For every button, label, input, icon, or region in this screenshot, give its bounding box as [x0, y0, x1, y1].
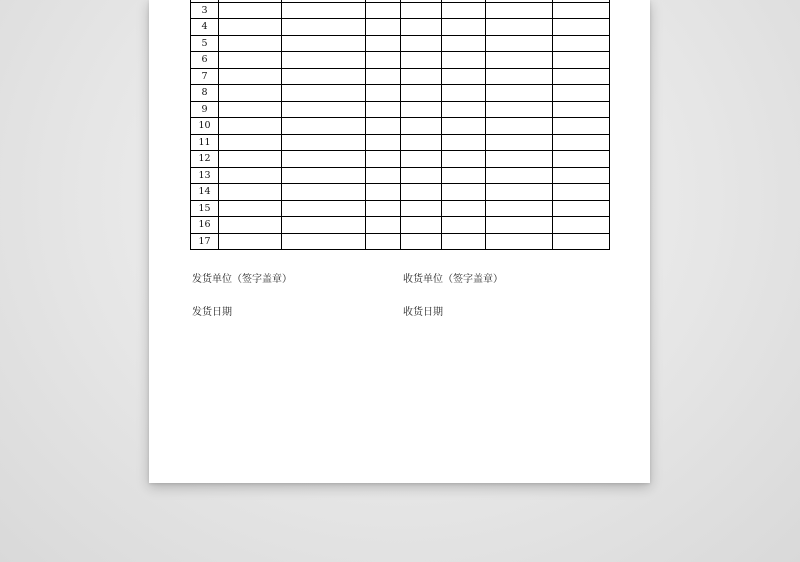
table-cell	[401, 68, 442, 85]
table-cell	[442, 19, 486, 36]
table-cell	[442, 151, 486, 168]
table-cell	[219, 200, 282, 217]
table-cell	[553, 68, 610, 85]
table-cell	[442, 200, 486, 217]
table-row	[191, 184, 610, 201]
table-cell	[282, 101, 366, 118]
table-cell	[401, 2, 442, 19]
table-cell	[553, 233, 610, 250]
table-cell	[282, 68, 366, 85]
table-row	[191, 118, 610, 135]
table-cell	[219, 2, 282, 19]
document-page	[149, 0, 650, 483]
table-cell	[486, 134, 553, 151]
table-cell	[486, 52, 553, 69]
send-date-label: 发货日期	[192, 307, 232, 318]
table-cell	[366, 217, 401, 234]
row-number-cell: 9	[191, 101, 219, 118]
table-cell	[401, 233, 442, 250]
table-cell	[219, 68, 282, 85]
table-cell	[282, 200, 366, 217]
table-cell	[282, 184, 366, 201]
row-number-cell: 7	[191, 68, 219, 85]
row-number-cell: 14	[191, 184, 219, 201]
table-cell	[366, 85, 401, 102]
table-cell	[282, 134, 366, 151]
receive-date-label: 收货日期	[403, 307, 443, 318]
table-cell	[553, 101, 610, 118]
table-cell	[366, 52, 401, 69]
table-cell	[442, 85, 486, 102]
table-row	[191, 85, 610, 102]
table-row	[191, 35, 610, 52]
table-cell	[219, 134, 282, 151]
table-cell	[553, 217, 610, 234]
table-cell	[486, 85, 553, 102]
table-cell	[401, 217, 442, 234]
table-cell	[366, 68, 401, 85]
table-cell	[401, 184, 442, 201]
table-cell	[553, 184, 610, 201]
table-cell	[442, 233, 486, 250]
table-cell	[442, 52, 486, 69]
form-table	[190, 0, 610, 250]
table-cell	[553, 134, 610, 151]
table-row	[191, 167, 610, 184]
table-cell	[219, 118, 282, 135]
table-cell	[442, 118, 486, 135]
row-number-cell: 17	[191, 233, 219, 250]
table-cell	[219, 19, 282, 36]
table-cell	[282, 118, 366, 135]
table-cell	[401, 85, 442, 102]
table-cell	[282, 151, 366, 168]
table-cell	[366, 167, 401, 184]
table-cell	[366, 151, 401, 168]
table-row	[191, 233, 610, 250]
table-cell	[219, 167, 282, 184]
table-row	[191, 2, 610, 19]
table-cell	[442, 68, 486, 85]
table-cell	[553, 200, 610, 217]
table-cell	[486, 35, 553, 52]
row-number-cell: 15	[191, 200, 219, 217]
table-row	[191, 151, 610, 168]
table-cell	[219, 35, 282, 52]
table-cell	[553, 151, 610, 168]
table-cell	[219, 101, 282, 118]
table-cell	[486, 167, 553, 184]
table-cell	[219, 85, 282, 102]
row-number-cell: 3	[191, 2, 219, 19]
table-cell	[282, 52, 366, 69]
table-cell	[219, 184, 282, 201]
table-cell	[282, 217, 366, 234]
table-cell	[486, 217, 553, 234]
table-cell	[486, 233, 553, 250]
table-cell	[401, 167, 442, 184]
table-cell	[366, 134, 401, 151]
table-row	[191, 19, 610, 36]
table-cell	[486, 200, 553, 217]
table-cell	[442, 2, 486, 19]
table-cell	[442, 134, 486, 151]
table-cell	[553, 2, 610, 19]
table-cell	[366, 19, 401, 36]
table-row	[191, 52, 610, 69]
table-cell	[366, 118, 401, 135]
table-cell	[442, 167, 486, 184]
table-cell	[486, 19, 553, 36]
table-cell	[553, 19, 610, 36]
table-cell	[282, 85, 366, 102]
table-cell	[282, 167, 366, 184]
row-number-cell: 6	[191, 52, 219, 69]
row-number-cell: 8	[191, 85, 219, 102]
table-cell	[442, 101, 486, 118]
table-cell	[401, 151, 442, 168]
row-number-cell: 11	[191, 134, 219, 151]
table-cell	[366, 184, 401, 201]
table-row	[191, 68, 610, 85]
table-cell	[553, 167, 610, 184]
table-cell	[486, 101, 553, 118]
table-cell	[219, 151, 282, 168]
table-cell	[401, 101, 442, 118]
table-cell	[553, 52, 610, 69]
row-number-cell: 13	[191, 167, 219, 184]
table-cell	[366, 2, 401, 19]
table-cell	[486, 68, 553, 85]
row-number-cell: 16	[191, 217, 219, 234]
table-cell	[219, 233, 282, 250]
table-cell	[553, 118, 610, 135]
table-cell	[486, 2, 553, 19]
table-cell	[401, 19, 442, 36]
table-cell	[401, 52, 442, 69]
table-cell	[442, 184, 486, 201]
table-cell	[366, 200, 401, 217]
table-cell	[282, 233, 366, 250]
table-row	[191, 101, 610, 118]
row-number-cell: 5	[191, 35, 219, 52]
table-cell	[442, 217, 486, 234]
table-cell	[486, 118, 553, 135]
table-cell	[401, 35, 442, 52]
row-number-cell: 12	[191, 151, 219, 168]
table-cell	[401, 200, 442, 217]
table-cell	[219, 52, 282, 69]
table-row	[191, 134, 610, 151]
table-cell	[553, 85, 610, 102]
table-cell	[219, 217, 282, 234]
table-cell	[366, 101, 401, 118]
table-row	[191, 217, 610, 234]
table-cell	[401, 134, 442, 151]
table-cell	[282, 2, 366, 19]
table-cell	[366, 35, 401, 52]
sender-unit-label: 发货单位（签字盖章）	[192, 274, 292, 285]
table-row	[191, 200, 610, 217]
table-cell	[282, 19, 366, 36]
receiver-unit-label: 收货单位（签字盖章）	[403, 274, 503, 285]
table-cell	[282, 35, 366, 52]
table-cell	[486, 184, 553, 201]
table-cell	[401, 118, 442, 135]
row-number-cell: 10	[191, 118, 219, 135]
table-cell	[366, 233, 401, 250]
table-cell	[442, 35, 486, 52]
table-cell	[553, 35, 610, 52]
row-number-cell: 4	[191, 19, 219, 36]
table-cell	[486, 151, 553, 168]
